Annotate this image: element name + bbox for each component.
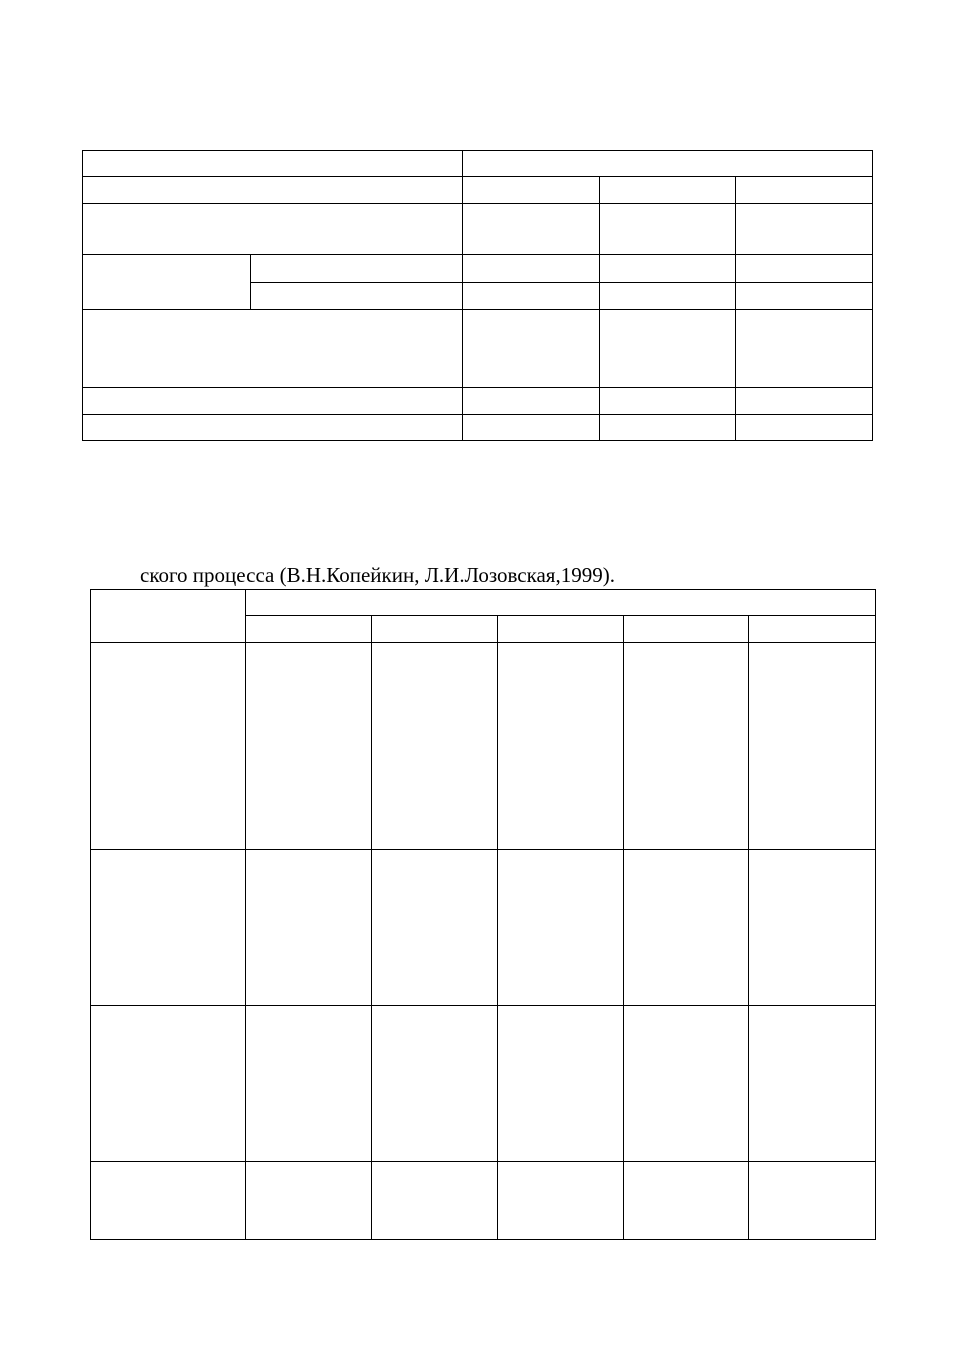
table-2-cell (246, 643, 372, 850)
table-2-cell (372, 850, 498, 1006)
table-2-cell (91, 1006, 246, 1162)
table-2-cell (749, 1162, 876, 1240)
table-1-cell (736, 415, 873, 441)
table-1-cell (600, 415, 736, 441)
table-2-cell (749, 850, 876, 1006)
table-2-cell (498, 1162, 624, 1240)
table-2-cell (749, 616, 876, 643)
table-1-cell (83, 255, 251, 310)
table-1-cell (600, 204, 736, 255)
table-1-cell (83, 177, 463, 204)
table-2-cell (246, 1006, 372, 1162)
table-1-cell (463, 283, 600, 310)
table-1-cell (83, 204, 463, 255)
table-1-cell (463, 204, 600, 255)
table-2-cell (624, 1006, 749, 1162)
table-2-cell (91, 1162, 246, 1240)
table-2-cell (372, 1006, 498, 1162)
table-1-cell (736, 255, 873, 283)
table-2-cell (246, 616, 372, 643)
table-1-cell (600, 388, 736, 415)
table-1-cell (600, 255, 736, 283)
table-1-cell (600, 310, 736, 388)
table-1-cell (463, 310, 600, 388)
table-2-cell (246, 1162, 372, 1240)
table-1-cell (83, 310, 463, 388)
table-2-cell (624, 643, 749, 850)
table-2-cell (749, 643, 876, 850)
table-2-cell (91, 590, 246, 643)
table-2 (90, 589, 876, 1240)
table-1-cell (600, 283, 736, 310)
table-2-cell (498, 850, 624, 1006)
table-1-cell (251, 255, 463, 283)
table-1-cell (251, 283, 463, 310)
table-2-cell (246, 590, 876, 616)
table-2-cell (372, 1162, 498, 1240)
table-1-cell (736, 283, 873, 310)
table-2-cell (624, 850, 749, 1006)
table-2-cell (498, 643, 624, 850)
table-2-cell (372, 616, 498, 643)
table-2-cell (624, 1162, 749, 1240)
table-1-cell (463, 255, 600, 283)
table-2-cell (246, 850, 372, 1006)
table-1-cell (83, 415, 463, 441)
table-2-caption: ского процесса (В.Н.Копейкин, Л.И.Лозовская,1999). (140, 563, 615, 587)
table-1-cell (600, 177, 736, 204)
table-1-cell (736, 204, 873, 255)
table-2-cell (624, 616, 749, 643)
table-1 (82, 150, 873, 441)
table-1-cell (463, 388, 600, 415)
table-1-cell (736, 310, 873, 388)
table-1-cell (463, 177, 600, 204)
table-2-cell (91, 850, 246, 1006)
table-1-cell (463, 151, 873, 177)
table-2-cell (372, 643, 498, 850)
table-2-cell (498, 1006, 624, 1162)
table-1-cell (736, 177, 873, 204)
table-2-cell (749, 1006, 876, 1162)
table-1-cell (736, 388, 873, 415)
table-1-cell (83, 388, 463, 415)
table-2-cell (91, 643, 246, 850)
table-1-cell (463, 415, 600, 441)
table-1-cell (83, 151, 463, 177)
table-2-cell (498, 616, 624, 643)
